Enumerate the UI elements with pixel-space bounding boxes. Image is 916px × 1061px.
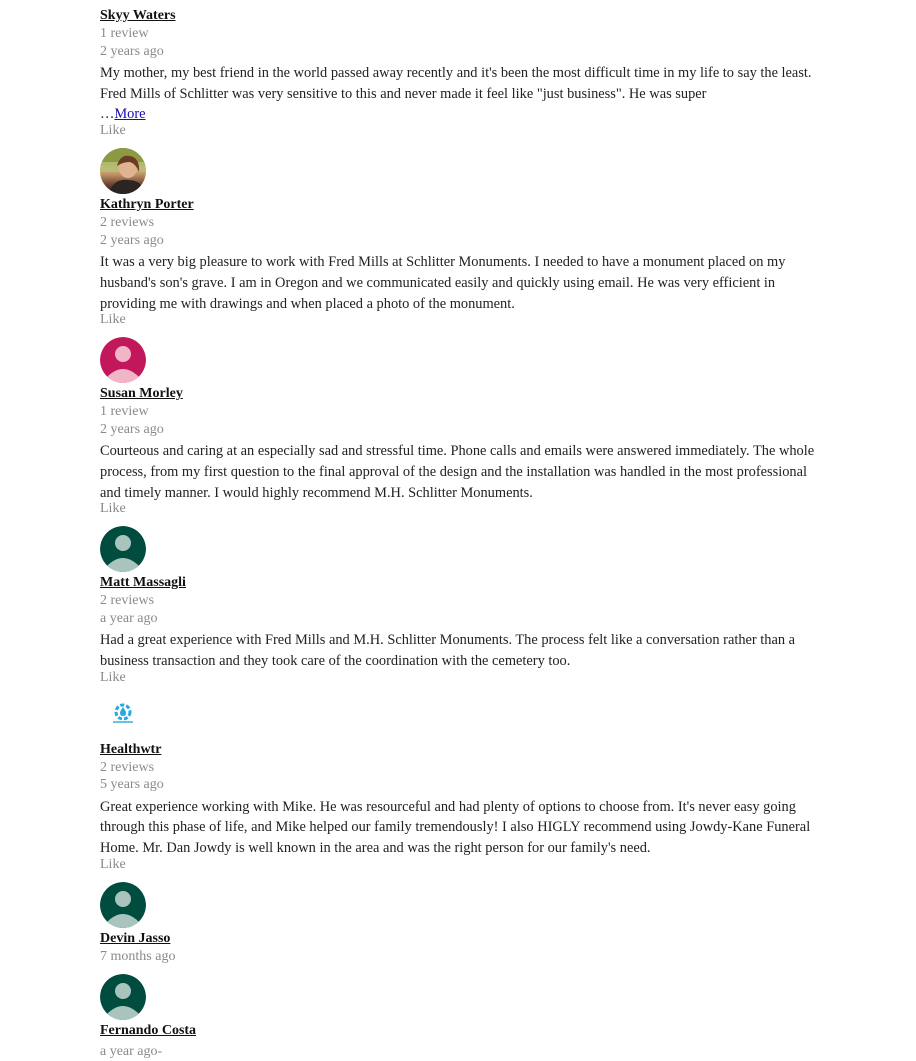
reviewer-avatar[interactable] <box>100 337 146 383</box>
reviewer-name[interactable]: Fernando Costa <box>100 1023 197 1039</box>
review-item <box>100 337 820 517</box>
review-count: 1 review <box>100 404 149 420</box>
reviewer-name[interactable]: Healthwtr <box>100 741 162 757</box>
reviewer-name[interactable]: Matt Massagli <box>100 575 186 591</box>
review-item <box>100 148 820 328</box>
review-count: 2 reviews <box>100 759 155 775</box>
review-item <box>100 974 820 1061</box>
reviewer-avatar[interactable] <box>100 882 146 928</box>
review-ellipsis: … <box>100 106 115 123</box>
review-text: Had a great experience with Fred Mills and M.H. Schlitter Monuments. The process felt like a conversation rather than a business transaction and they took care of the coordination with the cemetery too. <box>100 632 796 670</box>
review-date: a year ago- <box>100 1044 163 1060</box>
reviewer-avatar[interactable] <box>100 526 146 572</box>
water-drop-logo-icon <box>100 693 146 739</box>
review-date: a year ago <box>100 610 158 626</box>
reviewer-avatar[interactable] <box>100 693 146 739</box>
reviewer-name[interactable]: Kathryn Porter <box>100 197 194 213</box>
review-date: 2 years ago <box>100 232 164 248</box>
like-button[interactable]: Like <box>100 312 126 328</box>
person-icon <box>100 526 146 572</box>
review-count: 2 reviews <box>100 593 155 609</box>
review-item <box>100 526 820 685</box>
review-text <box>100 63 820 125</box>
reviewer-name[interactable]: Skyy Waters <box>100 8 176 23</box>
review-date: 5 years ago <box>100 777 164 793</box>
review-count: 2 reviews <box>100 215 155 231</box>
more-link[interactable]: More <box>114 106 146 123</box>
review-text-body: My mother, my best friend in the world passed away recently and it's been the most difficult time in my life to say the least. Fred Mills of Schlitter was very sensitive to this and never made it feel like "just business". He was super <box>100 65 812 102</box>
like-button[interactable]: Like <box>100 856 126 872</box>
review-text: Courteous and caring at an especially sad and stressful time. Phone calls and emails were answered immediately. The whole process, from my first question to the final approval of the design and the installation was handled in the most professional and timely manner. I would highly recommend M.H. Schlitter Monuments. <box>100 443 815 501</box>
review-item <box>100 7 820 139</box>
person-icon <box>100 882 146 928</box>
review-item <box>100 693 820 873</box>
person-icon <box>100 974 146 1020</box>
like-button[interactable]: Like <box>100 501 126 517</box>
review-count: 1 review <box>100 26 149 41</box>
reviewer-name[interactable]: Devin Jasso <box>100 930 171 946</box>
review-text: Great experience working with Mike. He was resourceful and had plenty of options to choose from. It's never easy going through this phase of life, and Mike helped our family tremendously! I also HIGLY recommend using Jowdy-Kane Funeral Home. Mr. Dan Jowdy is well known in the area and was the right person for our family's need. <box>100 798 811 857</box>
review-date: 7 months ago <box>100 948 176 964</box>
reviewer-avatar[interactable] <box>100 148 146 194</box>
reviewer-name[interactable]: Susan Morley <box>100 386 183 402</box>
like-button[interactable]: Like <box>100 669 126 685</box>
photo-avatar-image <box>100 148 146 194</box>
like-button[interactable]: Like <box>100 123 126 139</box>
review-date: 2 years ago <box>100 421 164 437</box>
person-icon <box>100 337 146 383</box>
review-item <box>100 882 820 966</box>
review-date: 2 years ago <box>100 43 164 59</box>
reviewer-avatar[interactable] <box>100 974 146 1020</box>
review-text: It was a very big pleasure to work with Fred Mills at Schlitter Monuments. I needed to have a monument placed on my husband's son's grave. I am in Oregon and we communicated easily and quickly using email. He was very efficient in providing me with drawings and when placed a photo of the monument. <box>100 254 786 312</box>
reviews-list <box>100 0 820 1061</box>
